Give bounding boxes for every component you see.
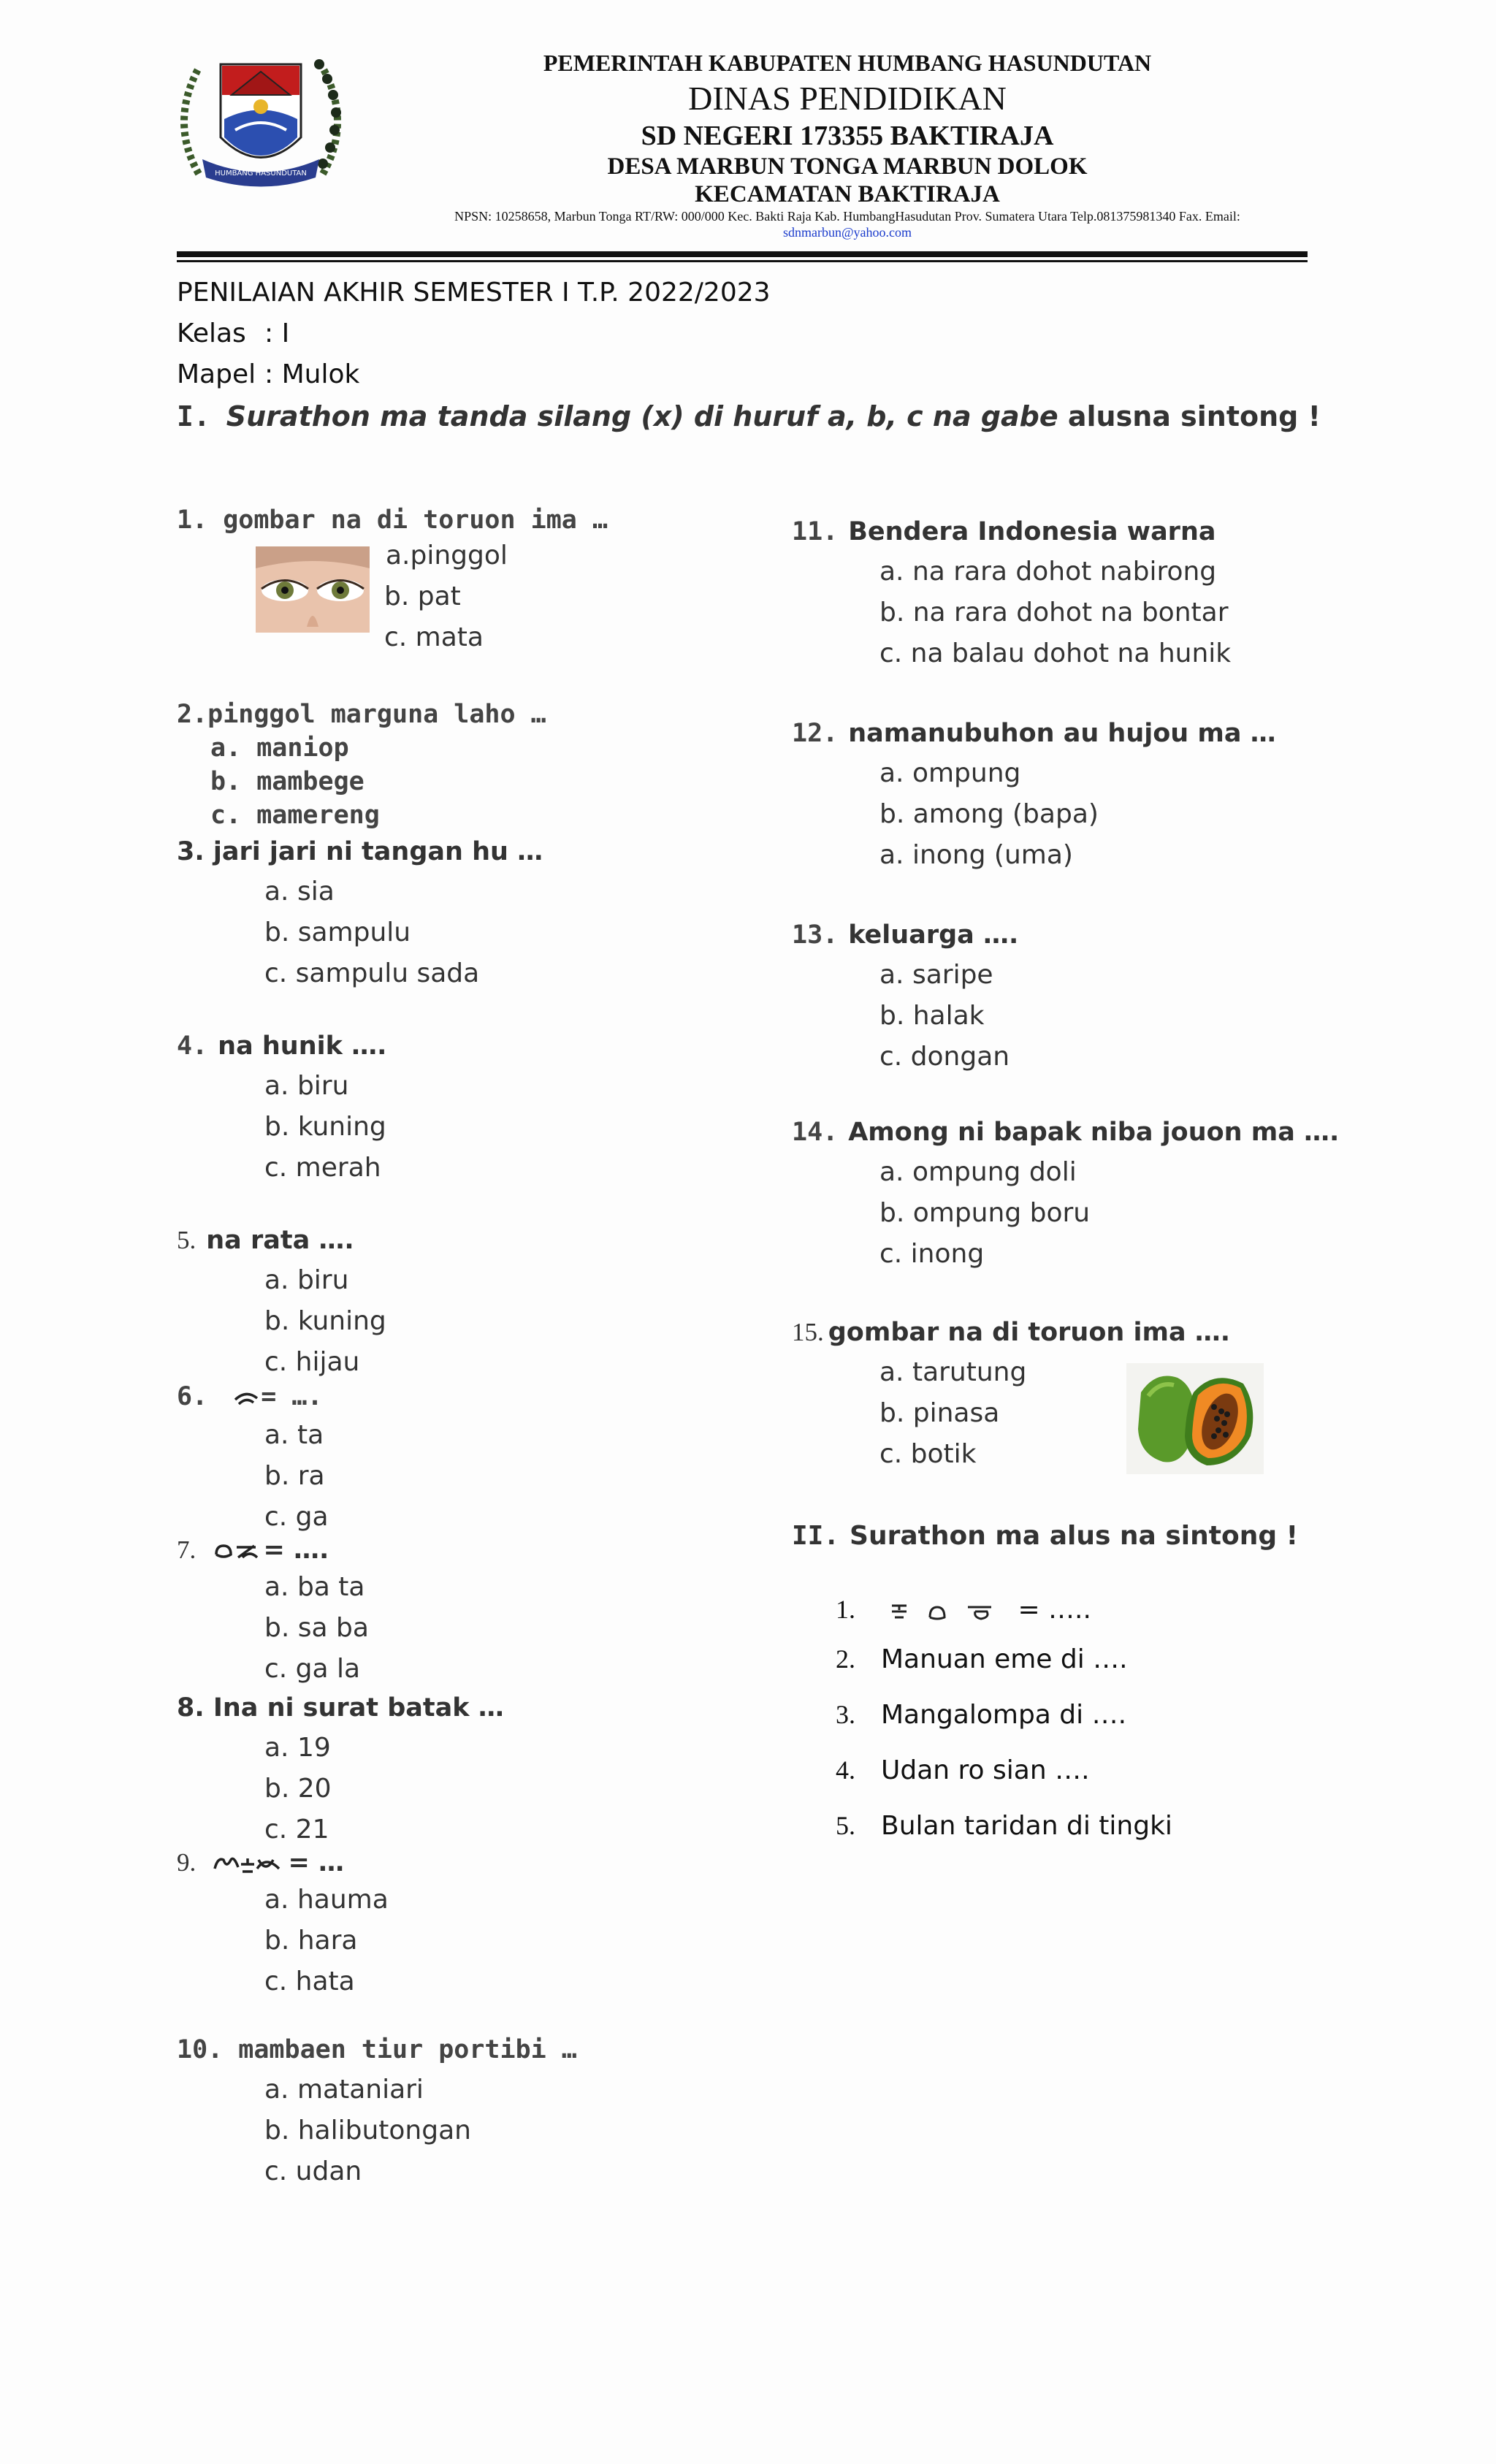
q5-option-a[interactable]: a. biru: [264, 1265, 349, 1295]
question-2: 2.pinggol marguna laho …: [177, 700, 546, 729]
essay-item-4: [836, 1755, 1090, 1785]
regency-logo: [169, 50, 352, 188]
q6-option-b[interactable]: b. ra: [264, 1461, 325, 1491]
section-2-number: II.: [792, 1521, 840, 1551]
question-12: [792, 719, 1276, 748]
header-agency: DINAS PENDIDIKAN: [688, 80, 1007, 117]
essay-item-1: [836, 1594, 1091, 1625]
header-address: NPSN: 10258658, Marbun Tonga RT/RW: 000/000 Kec. Bakti Raja Kab. HumbangHasudutan Prov. Sumatera Utara Telp.081375981340 Fax. Email:: [454, 209, 1240, 224]
question-4: [177, 1031, 386, 1061]
question-13: [792, 920, 1018, 950]
q3-option-b[interactable]: b. sampulu: [264, 918, 411, 947]
header-school: SD NEGERI 173355 BAKTIRAJA: [641, 121, 1054, 151]
header-village: DESA MARBUN TONGA MARBUN DOLOK: [607, 153, 1088, 180]
q11-option-c[interactable]: c. na balau dohot na hunik: [879, 638, 1232, 668]
header-email: sdnmarbun@yahoo.com: [782, 225, 912, 240]
exam-title: PENILAIAN AKHIR SEMESTER I T.P. 2022/2023: [177, 278, 771, 308]
q9-number: 9.: [177, 1848, 196, 1877]
logo-ribbon-text: HUMBANG HASUNDUTAN: [215, 169, 307, 178]
q15-option-a[interactable]: a. tarutung: [879, 1357, 1027, 1387]
q7-number: 7.: [177, 1536, 196, 1564]
q5-option-c[interactable]: c. hijau: [264, 1347, 360, 1377]
q6-option-a[interactable]: a. ta: [264, 1420, 324, 1450]
subject-line: [177, 359, 359, 389]
q1-option-a[interactable]: a.pinggol: [386, 541, 508, 571]
q7-option-b[interactable]: b. sa ba: [264, 1613, 369, 1643]
class-value: : I: [264, 319, 290, 348]
batak-script-glyph-icon: [889, 1600, 1013, 1622]
q2-option-c[interactable]: c. mamereng: [210, 801, 380, 830]
essay-1-number: 1.: [836, 1595, 855, 1624]
q13-option-a[interactable]: a. saripe: [879, 960, 993, 990]
question-10: 10. mambaen tiur portibi …: [177, 2035, 577, 2064]
subject-value: : Mulok: [264, 359, 360, 389]
q11-option-b[interactable]: b. na rara dohot na bontar: [879, 598, 1229, 628]
question-11: [792, 517, 1216, 546]
essay-3-number: 3.: [836, 1700, 855, 1729]
q8-option-b[interactable]: b. 20: [264, 1774, 332, 1804]
q1-option-b[interactable]: b. pat: [384, 581, 461, 611]
header-government: PEMERINTAH KABUPATEN HUMBANG HASUNDUTAN: [543, 50, 1152, 76]
section-1-plain: alusna sintong !: [1067, 400, 1321, 432]
batak-script-glyph-icon: [213, 1540, 260, 1562]
q7-option-c[interactable]: c. ga la: [264, 1654, 361, 1684]
section-1-instruction: [177, 400, 1321, 432]
essay-item-2: [836, 1644, 1128, 1674]
class-label: Kelas: [177, 319, 246, 348]
q6-text: = ….: [261, 1382, 323, 1411]
q13-option-c[interactable]: c. dongan: [879, 1042, 1010, 1072]
question-5: [177, 1226, 354, 1255]
q9-text: = …: [288, 1848, 344, 1877]
question-15: [792, 1318, 1230, 1347]
q6-option-c[interactable]: c. ga: [264, 1502, 329, 1532]
question-1: 1. gombar na di toruon ima …: [177, 506, 608, 535]
q2-option-b[interactable]: b. mambege: [210, 767, 365, 796]
question-7: [177, 1536, 329, 1565]
question-6: [177, 1382, 323, 1411]
batak-script-glyph-icon: [233, 1387, 259, 1408]
q1-option-c[interactable]: c. mata: [384, 622, 484, 652]
q11-text: Bendera Indonesia warna: [848, 517, 1216, 546]
question-8: 8. Ina ni surat batak …: [177, 1693, 504, 1723]
question-3: 3. jari jari ni tangan hu …: [177, 837, 543, 866]
essay-2-number: 2.: [836, 1644, 855, 1674]
section-2-text: Surathon ma alus na sintong !: [850, 1521, 1299, 1551]
q10-option-a[interactable]: a. mataniari: [264, 2075, 424, 2105]
q8-option-c[interactable]: c. 21: [264, 1815, 329, 1845]
q12-option-b[interactable]: b. among (bapa): [879, 799, 1099, 829]
section-2-instruction: [792, 1521, 1298, 1551]
q13-text: keluarga ….: [848, 920, 1019, 950]
q10-option-c[interactable]: c. udan: [264, 2156, 362, 2186]
q12-number: 12.: [792, 719, 839, 748]
essay-item-3: [836, 1699, 1126, 1730]
essay-5-number: 5.: [836, 1811, 855, 1840]
essay-item-5: [836, 1810, 1172, 1841]
q5-number: 5.: [177, 1226, 196, 1254]
q9-option-b[interactable]: b. hara: [264, 1926, 358, 1956]
header-district: KECAMATAN BAKTIRAJA: [695, 181, 1000, 207]
question-9: [177, 1848, 344, 1877]
q9-option-c[interactable]: c. hata: [264, 1967, 355, 1996]
eye-image: [256, 546, 370, 633]
header-rule-thin: [177, 260, 1308, 262]
q13-option-b[interactable]: b. halak: [879, 1001, 985, 1031]
q8-option-a[interactable]: a. 19: [264, 1733, 331, 1763]
essay-5-text: Bulan taridan di tingki: [881, 1811, 1172, 1841]
q4-number: 4.: [177, 1031, 208, 1061]
q9-option-a[interactable]: a. hauma: [264, 1885, 389, 1915]
q12-option-a[interactable]: a. ompung: [879, 758, 1021, 788]
q14-option-c[interactable]: c. inong: [879, 1239, 985, 1269]
q5-text: na rata ….: [206, 1226, 354, 1255]
q15-option-c[interactable]: c. botik: [879, 1439, 977, 1469]
essay-3-text: Mangalompa di ….: [881, 1700, 1127, 1730]
q3-option-c[interactable]: c. sampulu sada: [264, 958, 480, 988]
q12-option-c[interactable]: a. inong (uma): [879, 840, 1073, 870]
q4-option-a[interactable]: a. biru: [264, 1071, 349, 1101]
question-14: [792, 1118, 1339, 1147]
q7-text: = ….: [263, 1536, 329, 1565]
q5-option-b[interactable]: b. kuning: [264, 1306, 386, 1336]
q14-option-b[interactable]: b. ompung boru: [879, 1198, 1091, 1228]
q4-text: na hunik ….: [218, 1031, 387, 1061]
q14-option-a[interactable]: a. ompung doli: [879, 1157, 1077, 1187]
section-1-italic: Surathon ma tanda silang (x) di huruf a, b, c na gabe: [226, 400, 1058, 432]
q11-option-a[interactable]: a. na rara dohot nabirong: [879, 557, 1217, 587]
subject-label: Mapel: [177, 359, 256, 389]
q3-option-a[interactable]: a. sia: [264, 877, 335, 907]
papaya-image: [1126, 1363, 1264, 1474]
q7-option-a[interactable]: a. ba ta: [264, 1572, 365, 1602]
q13-number: 13.: [792, 920, 839, 950]
q10-option-b[interactable]: b. halibutongan: [264, 2116, 471, 2145]
class-line: [177, 319, 289, 348]
q6-number: 6.: [177, 1382, 208, 1411]
q14-number: 14.: [792, 1118, 839, 1147]
essay-4-number: 4.: [836, 1755, 855, 1785]
q15-number: 15.: [792, 1318, 824, 1346]
q11-number: 11.: [792, 517, 839, 546]
batak-script-glyph-icon: [212, 1851, 285, 1876]
q4-option-c[interactable]: c. merah: [264, 1153, 381, 1183]
section-1-number: I.: [177, 400, 210, 432]
q15-option-b[interactable]: b. pinasa: [879, 1398, 1000, 1428]
q14-text: Among ni bapak niba jouon ma ….: [848, 1118, 1340, 1147]
q4-option-b[interactable]: b. kuning: [264, 1112, 386, 1142]
essay-2-text: Manuan eme di ….: [881, 1644, 1128, 1674]
header-rule-thick: [177, 251, 1308, 257]
q12-text: namanubuhon au hujou ma …: [848, 719, 1276, 748]
essay-1-text: = …..: [1018, 1595, 1091, 1625]
q2-option-a[interactable]: a. maniop: [210, 733, 349, 763]
essay-4-text: Udan ro sian ….: [881, 1755, 1090, 1785]
q15-text: gombar na di toruon ima ….: [828, 1318, 1231, 1347]
